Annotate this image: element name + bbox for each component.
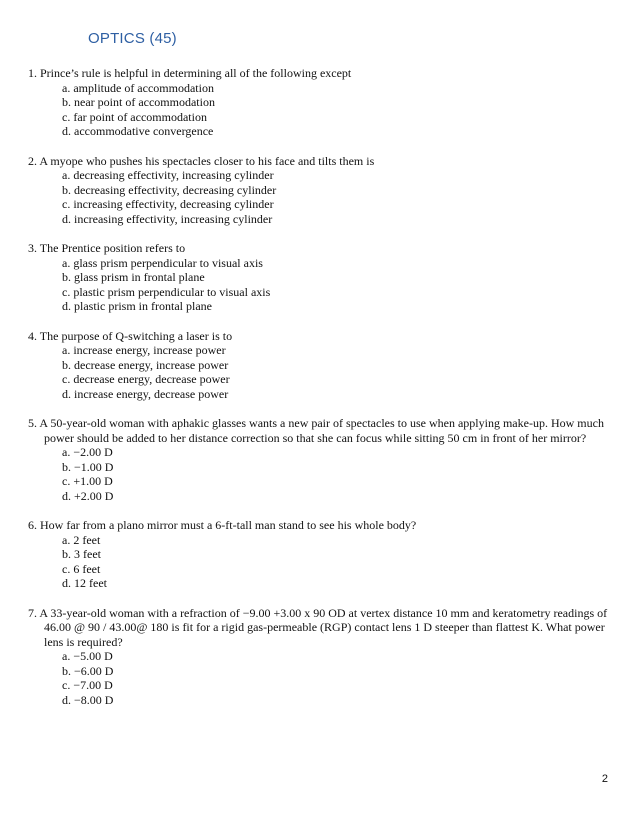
answer-option-d: d. accommodative convergence xyxy=(62,124,214,138)
question-6 xyxy=(28,518,612,591)
question-stem: 2. A myope who pushes his spectacles closer to his face and tilts them is xyxy=(28,153,375,168)
page-number: 2 xyxy=(601,773,608,785)
answer-option-c: c. increasing effectivity, decreasing cylinder xyxy=(62,197,274,211)
question-stem: 5. A 50-year-old woman with aphakic glasses wants a new pair of spectacles to use when applying make-up. How much power should be added to her distance correction so that she can focus while sitting 50 cm in front of her mirror? xyxy=(28,416,604,445)
answer-option-c: c. plastic prism perpendicular to visual axis xyxy=(62,284,271,299)
answer-option-b: b. −6.00 D xyxy=(62,663,114,678)
answer-option-d: d. +2.00 D xyxy=(62,488,114,503)
answer-options xyxy=(28,649,612,707)
answer-option-c: c. far point of accommodation xyxy=(62,109,207,124)
question-stem: 1. Prince’s rule is helpful in determining all of the following except xyxy=(28,66,352,80)
answer-option-d: d. increasing effectivity, increasing cylinder xyxy=(62,211,273,226)
answer-option-c: c. 6 feet xyxy=(62,561,101,576)
answer-option-b: b. decrease energy, increase power xyxy=(62,357,229,372)
question-list xyxy=(28,66,612,722)
answer-option-d: d. increase energy, decrease power xyxy=(62,386,229,401)
answer-options xyxy=(28,168,612,226)
answer-option-b: b. 3 feet xyxy=(62,547,101,561)
answer-options xyxy=(28,81,612,139)
question-stem: 4. The purpose of Q-switching a laser is to xyxy=(28,328,233,343)
question-1 xyxy=(28,66,612,139)
answer-option-a: a. −5.00 D xyxy=(62,649,113,663)
answer-option-b: b. near point of accommodation xyxy=(62,95,215,109)
answer-option-c: c. +1.00 D xyxy=(62,474,113,488)
answer-option-a: a. 2 feet xyxy=(62,532,101,547)
question-4 xyxy=(28,329,612,402)
answer-option-d: d. 12 feet xyxy=(62,576,107,590)
answer-option-a: a. increase energy, increase power xyxy=(62,343,226,357)
question-stem: 3. The Prentice position refers to xyxy=(28,241,186,255)
question-2 xyxy=(28,154,612,227)
answer-option-c: c. −7.00 D xyxy=(62,678,113,692)
answer-option-c: c. decrease energy, decrease power xyxy=(62,372,230,386)
answer-option-b: b. glass prism in frontal plane xyxy=(62,270,205,284)
answer-options xyxy=(28,343,612,401)
answer-option-b: b. decreasing effectivity, decreasing cylinder xyxy=(62,182,277,197)
question-3 xyxy=(28,241,612,314)
answer-option-a: a. −2.00 D xyxy=(62,445,113,459)
answer-options xyxy=(28,256,612,314)
question-stem: 7. A 33-year-old woman with a refraction of −9.00 +3.00 x 90 OD at vertex distance 10 mm and keratometry readings of 46.00 @ 90 / 43.00@ 180 is fit for a rigid gas-permeable (RGP) contact lens 1 D steeper than flattest K. What power lens is required? xyxy=(28,605,608,649)
answer-option-a: a. decreasing effectivity, increasing cylinder xyxy=(62,168,274,182)
answer-option-a: a. amplitude of accommodation xyxy=(62,80,214,95)
answer-option-b: b. −1.00 D xyxy=(62,459,114,474)
question-7 xyxy=(28,606,612,708)
answer-options xyxy=(28,533,612,591)
answer-option-d: d. plastic prism in frontal plane xyxy=(62,299,212,313)
answer-options xyxy=(28,445,612,503)
page-title: OPTICS (45) xyxy=(88,30,177,47)
answer-option-d: d. −8.00 D xyxy=(62,692,114,707)
question-stem: 6. How far from a plano mirror must a 6-ft-tall man stand to see his whole body? xyxy=(28,518,417,532)
question-5 xyxy=(28,416,612,503)
answer-option-a: a. glass prism perpendicular to visual axis xyxy=(62,255,263,270)
